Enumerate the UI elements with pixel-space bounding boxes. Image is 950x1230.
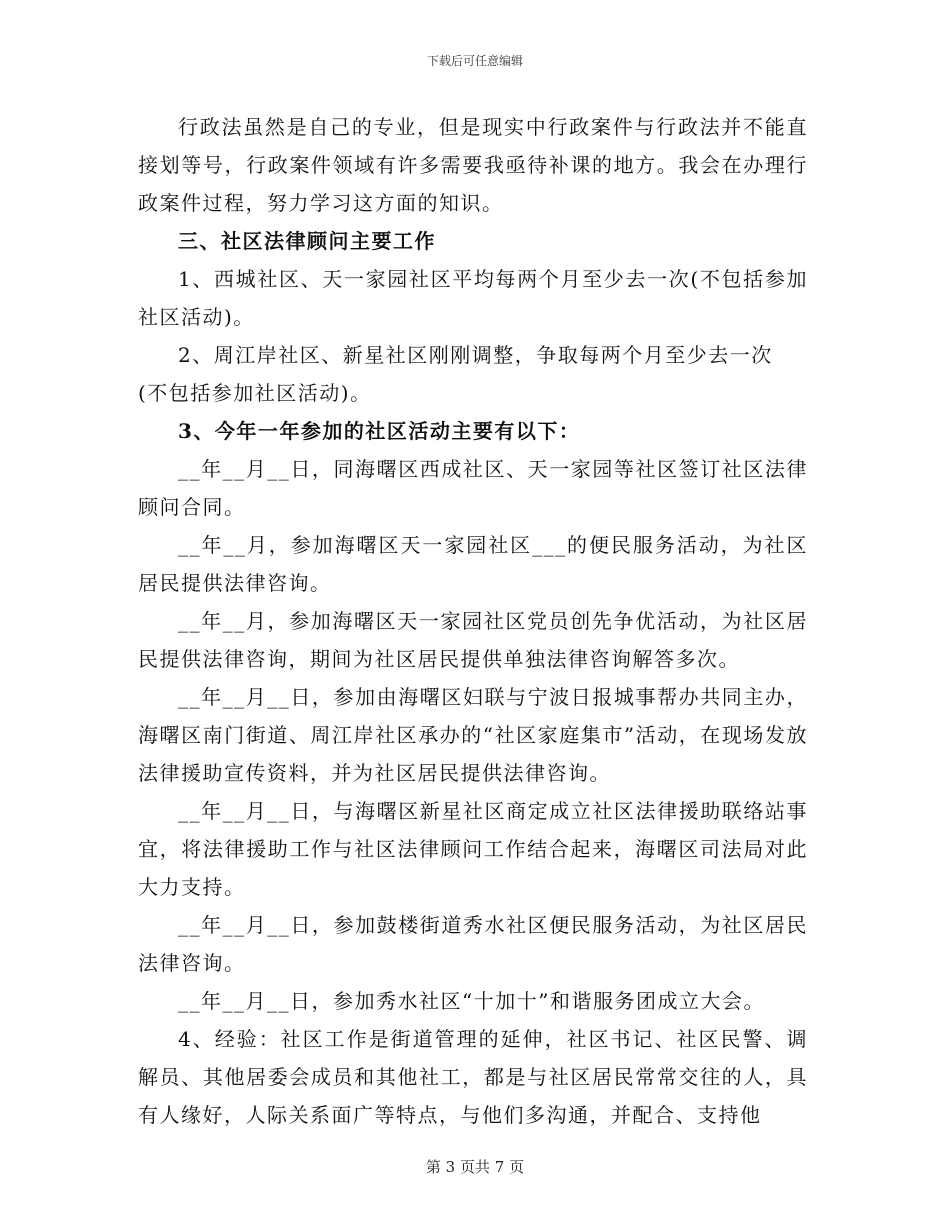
paragraph-admin-law: 行政法虽然是自己的专业，但是现实中行政案件与行政法并不能直接划等号，行政案件领域有许多需要我亟待补课的地方。我会在办理行政案件过程，努力学习这方面的知识。 [138, 115, 808, 215]
activity-item: __年__月__日，参加秀水社区“十加十”和谐服务团成立大会。 [178, 989, 765, 1013]
section-heading-community-legal-advisor: 三、社区法律顾问主要工作 [178, 229, 436, 253]
activity-item: __年__月__日，同海曙区西成社区、天一家园等社区签订社区法律顾问合同。 [138, 457, 808, 519]
paragraph-item-2-line-1: 2、周江岸社区、新星社区刚刚调整，争取每两个月至少去一次 [178, 343, 773, 367]
activity-item: __年__月，参加海曙区天一家园社区___的便民服务活动，为社区居民提供法律咨询。 [138, 533, 808, 595]
activity-item: __年__月__日，参加鼓楼街道秀水社区便民服务活动，为社区居民法律咨询。 [138, 913, 808, 975]
document-body [138, 108, 808, 1134]
activity-item: __年__月，参加海曙区天一家园社区党员创先争优活动，为社区居民提供法律咨询，期间为社区居民提供单独法律咨询解答多次。 [138, 609, 808, 671]
activity-item: __年__月__日，参加由海曙区妇联与宁波日报城事帮办共同主办，海曙区南门街道、周江岸社区承办的“社区家庭集市”活动，在现场发放法律援助宣传资料，并为社区居民提供法律咨询。 [138, 685, 808, 785]
paragraph-experience: 4、经验：社区工作是街道管理的延伸，社区书记、社区民警、调解员、其他居委会成员和其他社工，都是与社区居民常常交往的人，具有人缘好，人际关系面广等特点，与他们多沟通，并配合、支持他 [138, 1027, 808, 1127]
page-header: 下载后可任意编辑 [426, 54, 523, 68]
page-number-footer: 第 3 页共 7 页 [425, 1158, 525, 1176]
activity-item: __年__月__日，与海曙区新星社区商定成立社区法律援助联络站事宜，将法律援助工作与社区法律顾问工作结合起来，海曙区司法局对此大力支持。 [138, 799, 808, 899]
subheading-activities: 3、今年一年参加的社区活动主要有以下： [178, 419, 581, 443]
paragraph-item-1: 1、西城社区、天一家园社区平均每两个月至少去一次(不包括参加社区活动)。 [138, 267, 808, 329]
paragraph-item-2-line-2: (不包括参加社区活动)。 [138, 381, 372, 405]
paragraph-item-2 [138, 336, 808, 412]
